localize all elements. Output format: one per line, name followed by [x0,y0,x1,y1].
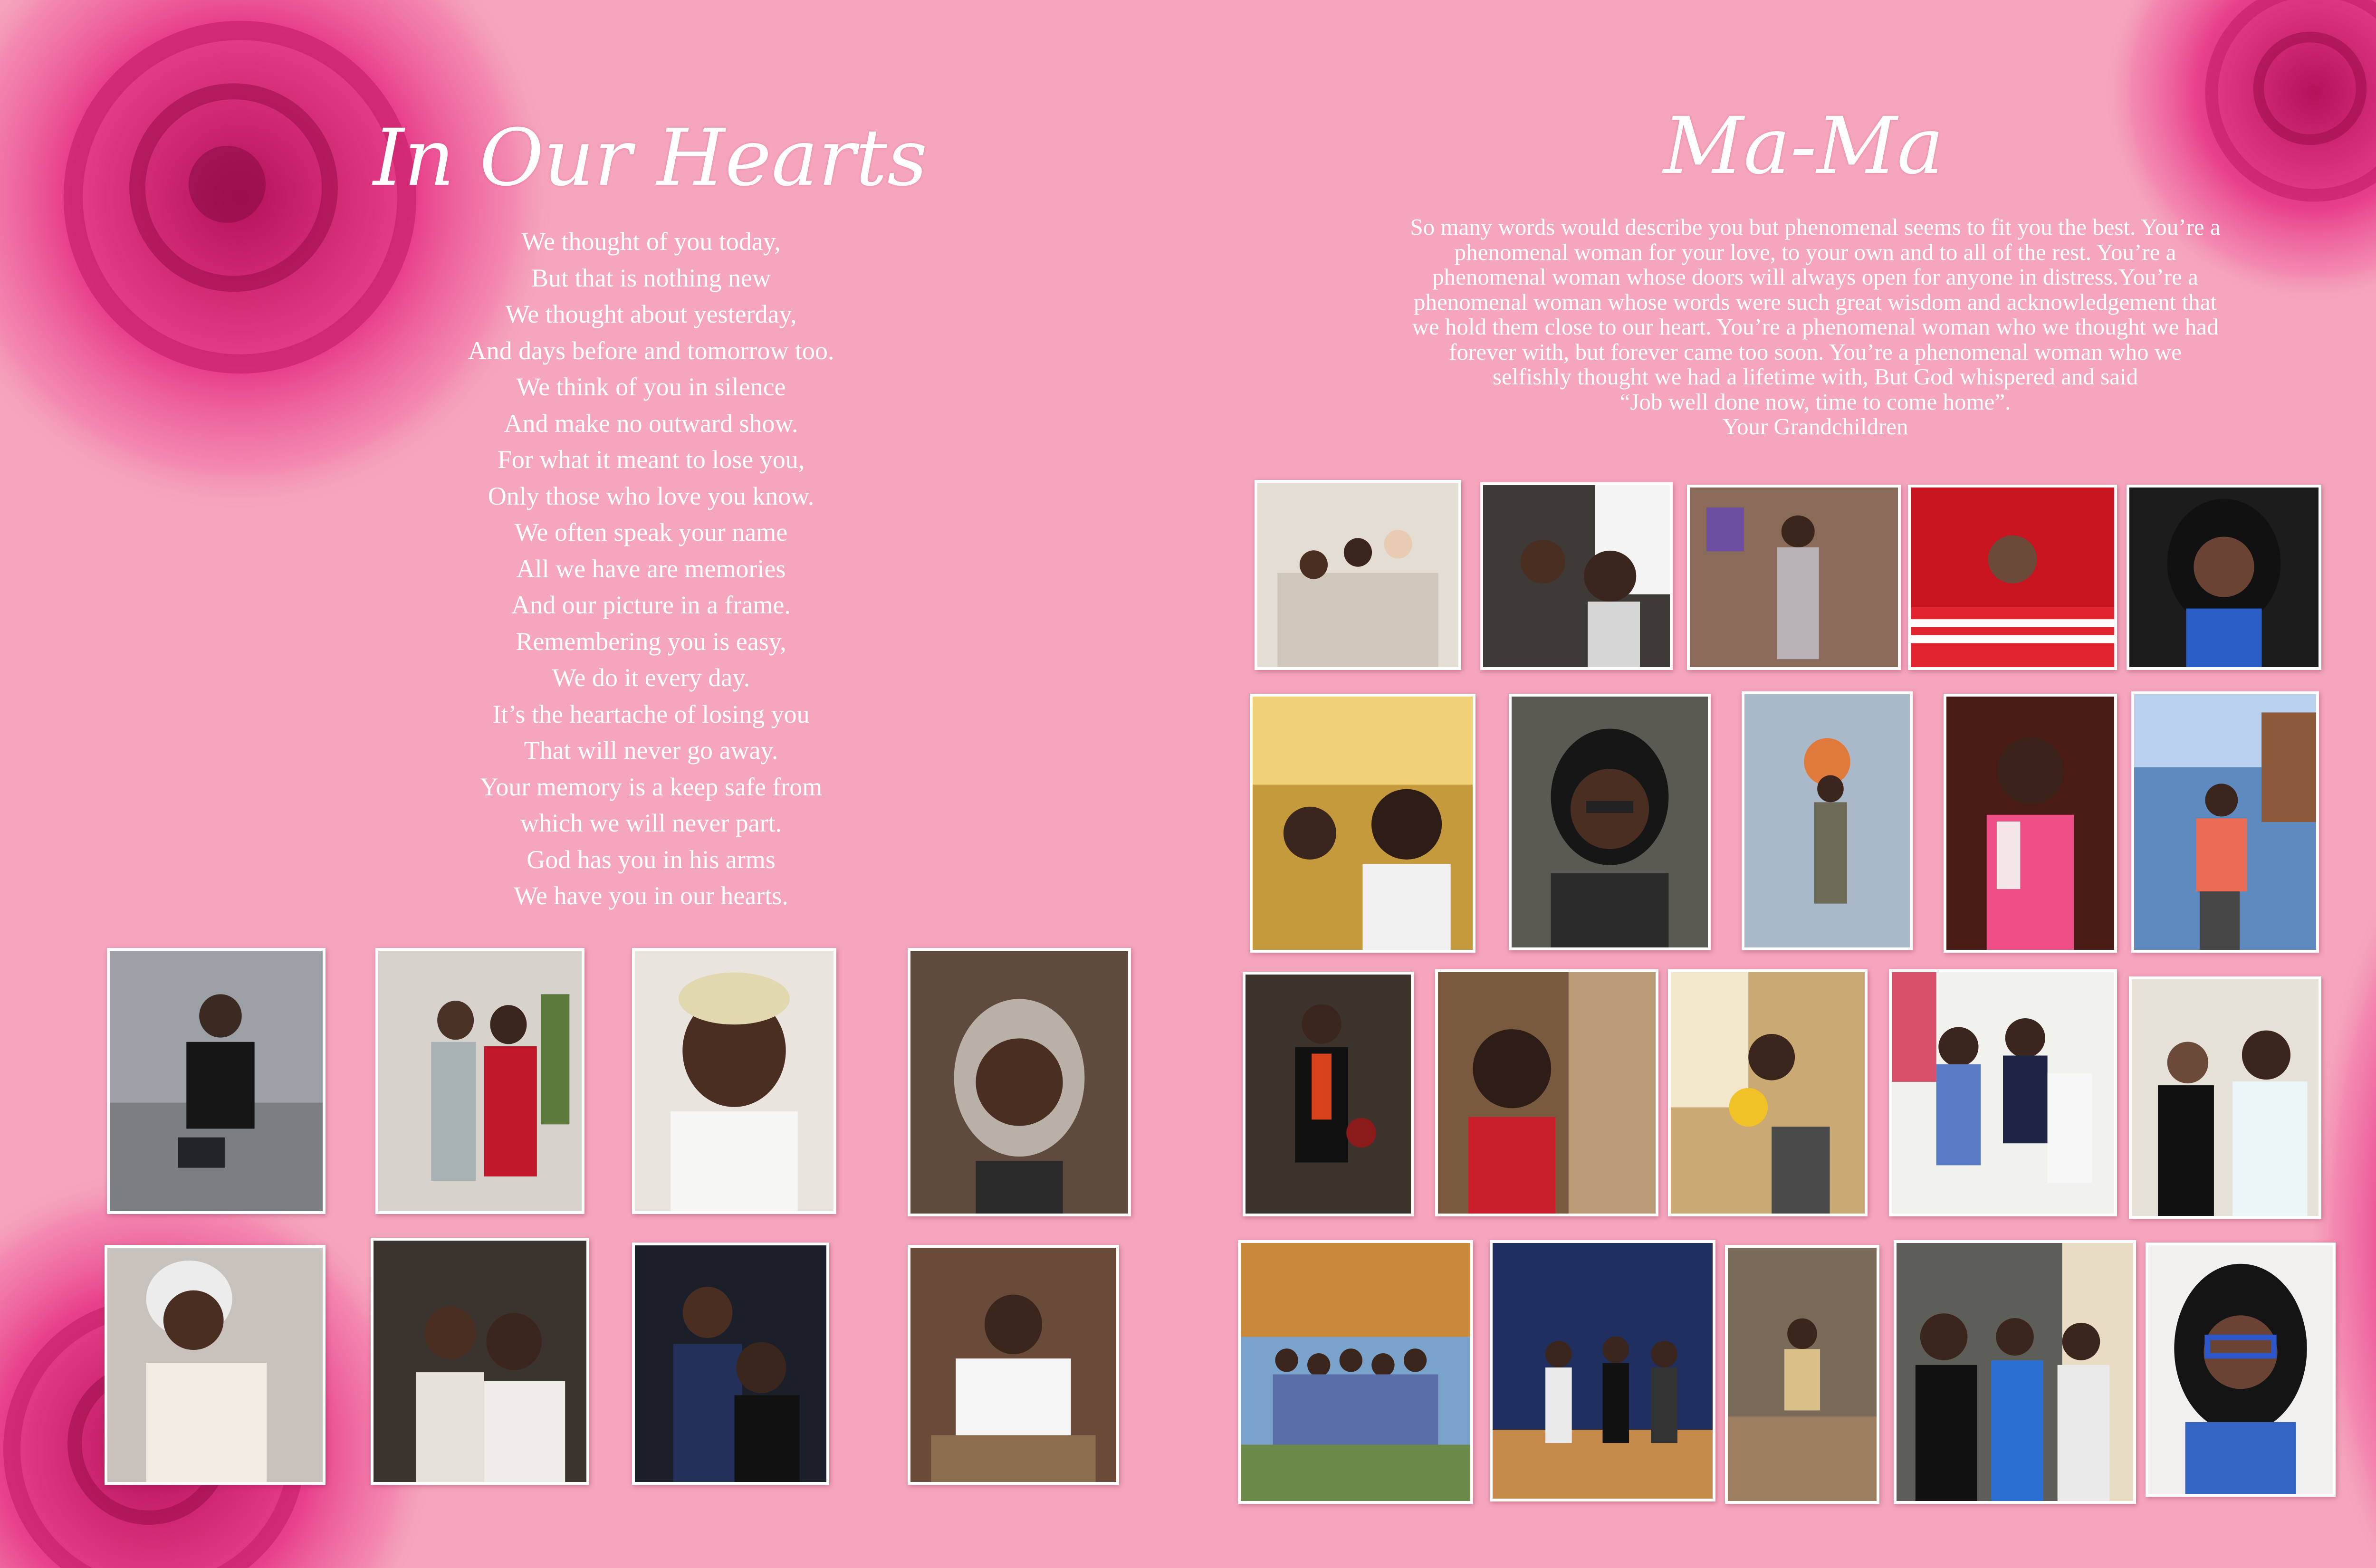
family-photo [1894,1240,2136,1504]
page-title-in-our-hearts: In Our Hearts [373,112,928,203]
family-photo [1742,691,1913,950]
tribute-text [1293,215,2338,440]
family-photo [1480,482,1673,670]
tribute-line: phenomenal woman whose words were such great wisdom and acknowledgement that [1413,288,2217,315]
family-photo [1944,694,2117,953]
poem-line: For what it meant to lose you, [497,445,805,474]
page-title-ma-ma: Ma-Ma [1663,100,1944,191]
memorial-photo [632,948,836,1214]
tribute-line: So many words would describe you but phenomenal seems to fit you the best. You’re a [1410,214,2221,240]
poem-line: And our picture in a frame. [511,591,791,619]
memorial-photo [107,948,326,1214]
poem-line: And make no outward show. [504,409,798,438]
family-photo [2146,1243,2336,1497]
tribute-line: phenomenal woman whose doors will always open for anyone in distress.You’re a [1432,264,2198,290]
poem-line: We often speak your name [514,518,788,546]
tribute-line: selfishly thought we had a lifetime with, But God whispered and said [1492,363,2138,390]
family-photo [2131,691,2319,953]
memorial-photo [908,1245,1119,1485]
family-photo [2129,976,2321,1219]
family-photo [1490,1240,1715,1501]
poem-line: But that is nothing new [531,263,771,292]
poem-line: We think of you in silence [516,373,786,401]
poem-line: which we will never part. [520,809,782,837]
poem-line: All we have are memories [516,554,786,583]
tribute-line: phenomenal woman for your love, to your own and to all of the rest. You’re a [1454,239,2176,265]
family-photo [1725,1245,1879,1504]
poem-line: It’s the heartache of losing you [492,699,810,728]
poem-line: Your memory is a keep safe from [479,772,823,801]
poem-line: Remembering you is easy, [516,627,786,656]
family-photo [1238,1240,1473,1504]
poem-line: We have you in our hearts. [514,881,788,910]
family-photo [1435,969,1658,1216]
memorial-poem [404,223,898,914]
poem-line: That will never go away. [524,736,778,765]
family-photo [1255,480,1461,670]
poem-line: God has you in his arms [527,845,776,874]
memorial-photo [632,1243,829,1485]
tribute-line: we hold them close to our heart. You’re a phenomenal woman who we thought we had [1412,314,2219,340]
tribute-signature: Your Grandchildren [1722,413,1908,440]
poem-line: Only those who love you know. [488,481,814,510]
poem-line: We thought of you today, [521,227,781,256]
family-photo [1243,972,1414,1216]
memorial-photo [105,1245,326,1485]
right-page [1212,0,2376,1568]
memorial-photo [908,948,1131,1216]
poem-line: We thought about yesterday, [505,300,797,328]
memorial-photo [375,948,584,1214]
memorial-photo [371,1238,589,1485]
family-photo [1687,485,1901,670]
poem-line: We do it every day. [552,663,750,692]
family-photo [1668,969,1868,1216]
family-photo [1908,485,2117,670]
poem-line: And days before and tomorrow too. [468,336,834,365]
family-photo [1250,694,1475,953]
tribute-line: “Job well done now, time to come home”. [1619,388,2011,415]
family-photo [2127,485,2321,670]
family-photo [1889,969,2117,1216]
tribute-line: forever with, but forever came too soon. You’re a phenomenal woman who we [1449,338,2182,365]
family-photo [1509,694,1711,950]
